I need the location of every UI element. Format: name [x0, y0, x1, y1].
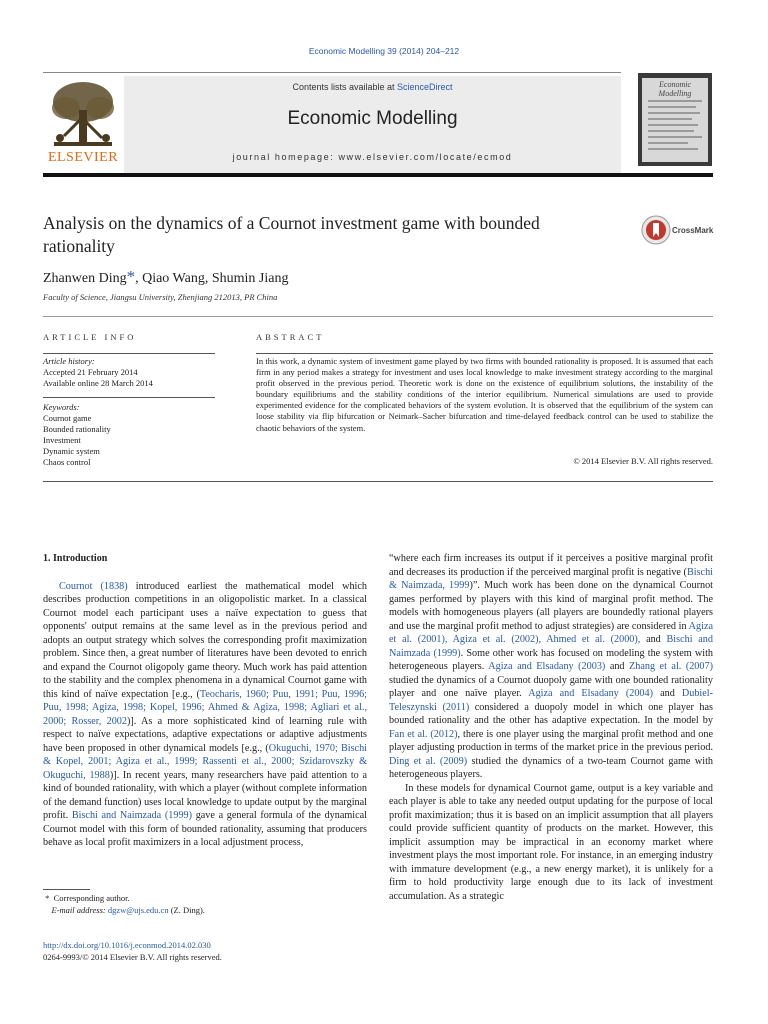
journal-citation[interactable]: Economic Modelling 39 (2014) 204–212: [308, 46, 460, 56]
abstract-bottom-rule: [43, 481, 713, 482]
section-heading-introduction: 1. Introduction: [43, 553, 108, 564]
author-email-link[interactable]: dgzw@ujs.edu.cn: [107, 904, 169, 915]
info-rule-2: [43, 397, 215, 398]
doi-link[interactable]: http://dx.doi.org/10.1016/j.econmod.2014.02.030: [43, 940, 211, 950]
keyword-item: Dynamic system: [43, 446, 100, 456]
intro-paragraph-2: In these models for dynamical Cournot game, output is a key variable and each player is able to take any needed output updating for the purpose of local profit maximization; thus it is based on an implicit assumption that all players could provide sufficient quantity of products on the market. However, this implicit assumption may be impractical in an economy market where investment plays the most important role. For instance, in an emerging industry with immature development (e.g., a new energy market), it is unlikely for a firm to hold productivity large enough due to its lack of investment accumulation. As a strategic: [389, 782, 713, 902]
journal-name: Economic Modelling: [287, 108, 458, 129]
paragraph-text: studied the dynamics of a Cournot duopoly game with one bounded rationality player and one naïve player.: [389, 674, 713, 699]
paragraph-text: studied the dynamics of a two-team Cournot game with heterogeneous players.: [389, 755, 713, 780]
body-column-left: [43, 552, 367, 850]
corresponding-author-mark[interactable]: *: [126, 267, 136, 286]
corresponding-author-footnote: * Corresponding author. E-mail address: dgzw@ujs.edu.cn (Z. Ding).: [45, 893, 205, 915]
citation-link[interactable]: Cournot (1838): [59, 580, 128, 592]
journal-header-box: [124, 76, 621, 174]
citation-link[interactable]: Agiza and Elsadany (2004): [528, 688, 653, 699]
article-title: Analysis on the dynamics of a Cournot investment game with bounded rationality: [43, 213, 540, 256]
keyword-item: Bounded rationality: [43, 424, 111, 434]
intro-paragraph-1: [43, 580, 367, 850]
paragraph-text: )]. In recent years, many researchers have paid attention to a kind of bounded rationality, with which a player (without complete information of the demand function) uses local knowledge to update output by the marginal profit.: [43, 769, 368, 821]
article-history: Article history: Accepted 21 February 2014 Available online 28 March 2014: [43, 356, 215, 389]
paragraph-text: and: [640, 634, 667, 645]
paragraph-text: considered a duopoly model in which one player has bounded rationality and the other has adaptive expectation. In the model by: [389, 701, 713, 726]
abstract-heading: ABSTRACT: [256, 332, 325, 342]
crossmark-label[interactable]: CrossMark: [672, 226, 714, 235]
author-ding[interactable]: Zhanwen Ding: [43, 271, 127, 286]
paragraph-text: gave a general formula of the dynamical Cournot model with this form of bounded rationality, assuming that producers behave as local profit maximizers in a local adjustment process,: [43, 810, 367, 848]
article-info-heading: ARTICLE INFO: [43, 332, 137, 342]
header-top-rule: [43, 72, 621, 73]
author-affiliation: Faculty of Science, Jiangsu University, Zhenjiang 212013, PR China: [43, 292, 278, 302]
keywords-list: Keywords: Cournot game Bounded rationality Investment Dynamic system Chaos control: [43, 402, 215, 468]
paragraph-text: and: [653, 688, 682, 699]
citation-link[interactable]: Bischi and Naimzada (1999): [389, 634, 713, 659]
author-others: , Qiao Wang, Shumin Jiang: [135, 271, 289, 286]
doi-block: [43, 940, 222, 963]
elsevier-wordmark: ELSEVIER: [47, 150, 119, 165]
history-online: Available online 28 March 2014: [43, 378, 153, 388]
body-column-right: [389, 552, 713, 903]
history-accepted: Accepted 21 February 2014: [43, 367, 138, 377]
paragraph-text: )]. As a more sophisticated kind of learning rule with respect to naïve expectations, adaptive expectations or adaptive adjustments have been proposed in other dynamical models [e.g., (: [43, 715, 367, 754]
affiliation-rule: [43, 316, 713, 317]
paragraph-text: , there is one player using the marginal profit method and one player adjusting production in terms of the market price in the previous period.: [389, 728, 713, 753]
author-list: [43, 267, 288, 287]
citation-link[interactable]: Dubiel-Teleszynski (2011): [389, 688, 713, 713]
cover-title: Economic Modelling: [658, 80, 692, 98]
keyword-item: Chaos control: [43, 457, 91, 467]
paragraph-text: and: [605, 661, 630, 672]
info-rule-1: [43, 353, 215, 354]
citation-link[interactable]: Bischi & Naimzada, 1999: [389, 566, 713, 591]
abstract-text: In this work, a dynamic system of investment game played by two firms with bounded rationality is proposed. It is assumed that each firm in any period makes a strategy for investment and uses local knowledge to make investment strategy according to the marginal profit observed in the previous period. Theoretic work is done on the existence of equilibrium solutions, the instability of the boundary equilibriums and the stability conditions of the interior equilibrium. Numerical simulations are used to provide experimented evidence for the complicated behaviors of the system evolution. It is observed that the equilibrium of the system can loose stability via flip bifurcation or Neimark–Sacher bifurcation and time-delayed feedback control can be used to stabilize the chaotic behaviors of the system.: [256, 356, 713, 433]
journal-homepage[interactable]: journal homepage: www.elsevier.com/locate/ecmod: [232, 152, 513, 162]
citation-link[interactable]: Agiza and Elsadany (2003): [488, 661, 606, 672]
crossmark-icon: [640, 214, 672, 246]
footnote-rule: [43, 889, 90, 890]
citation-link[interactable]: Agiza et al. (2001), Agiza et al. (2002), Ahmed et al. (2000),: [389, 620, 713, 645]
citation-link[interactable]: Ding et al. (2009): [389, 755, 468, 767]
sciencedirect-link[interactable]: ScienceDirect: [397, 82, 453, 92]
header-thick-rule: [43, 173, 713, 177]
issn-line: 0264-9993/© 2014 Elsevier B.V. All rights reserved.: [43, 951, 222, 962]
abstract-copyright: © 2014 Elsevier B.V. All rights reserved.: [573, 456, 713, 466]
keyword-item: Cournot game: [43, 413, 92, 423]
paragraph-text: . Some other work has focused on modeling the system with heterogeneous players.: [389, 647, 713, 672]
intro-paragraph-1-cont: [389, 552, 713, 782]
keyword-item: Investment: [43, 435, 81, 445]
paragraph-text: introduced earliest the mathematical model which describes production competitions in an oligopolistic market. In a classical Cournot model each participant uses a naïve expectation to guess that opponents' output remains at the same level as in the previous period and adopts an output strategy which solves the corresponding profit maximization problem. Since then, a great number of literatures have been devoted to enrich and expand the Cournot oligopoly game theory. Much work has paid attention to the stability and the complex phenomena in a dynamical Cournot game with this kind of naïve expectation [e.g., (: [43, 580, 367, 700]
paragraph-text: “where each firm increases its output if it perceives a positive marginal profit and decreases its production if the perceived marginal profit is negative (: [389, 553, 713, 578]
citation-link[interactable]: Fan et al. (2012): [389, 728, 458, 740]
citation-link[interactable]: Teocharis, 1960; Puu, 1991; Puu, 1996; Puu, 1998; Agiza, 1998; Kopel, 1996; Ahmed & Agiza, 1998; Agliari et al., 2000; Rosser, 2002: [43, 688, 368, 727]
citation-link[interactable]: Okuguchi, 1970; Bischi & Kopel, 2001; Agiza et al., 1999; Rassenti et al., 2000; Szidarovszky & Okuguchi, 1988: [43, 742, 367, 781]
abstract-rule-1: [256, 353, 713, 354]
citation-link[interactable]: Zhang et al. (2007): [629, 661, 713, 672]
paragraph-text: )”. Much work has been done on the dynamical Cournot games performed by players with this kind of marginal profit method. The models with homogeneous players (all players are boundedly rational players and use the marginal profit method to adjust strategies) are considered in: [389, 580, 713, 632]
contents-line: Contents lists available at ScienceDirect: [292, 82, 453, 92]
journal-cover-thumbnail: [638, 73, 712, 166]
citation-link[interactable]: Bischi and Naimzada (1999): [71, 810, 193, 821]
